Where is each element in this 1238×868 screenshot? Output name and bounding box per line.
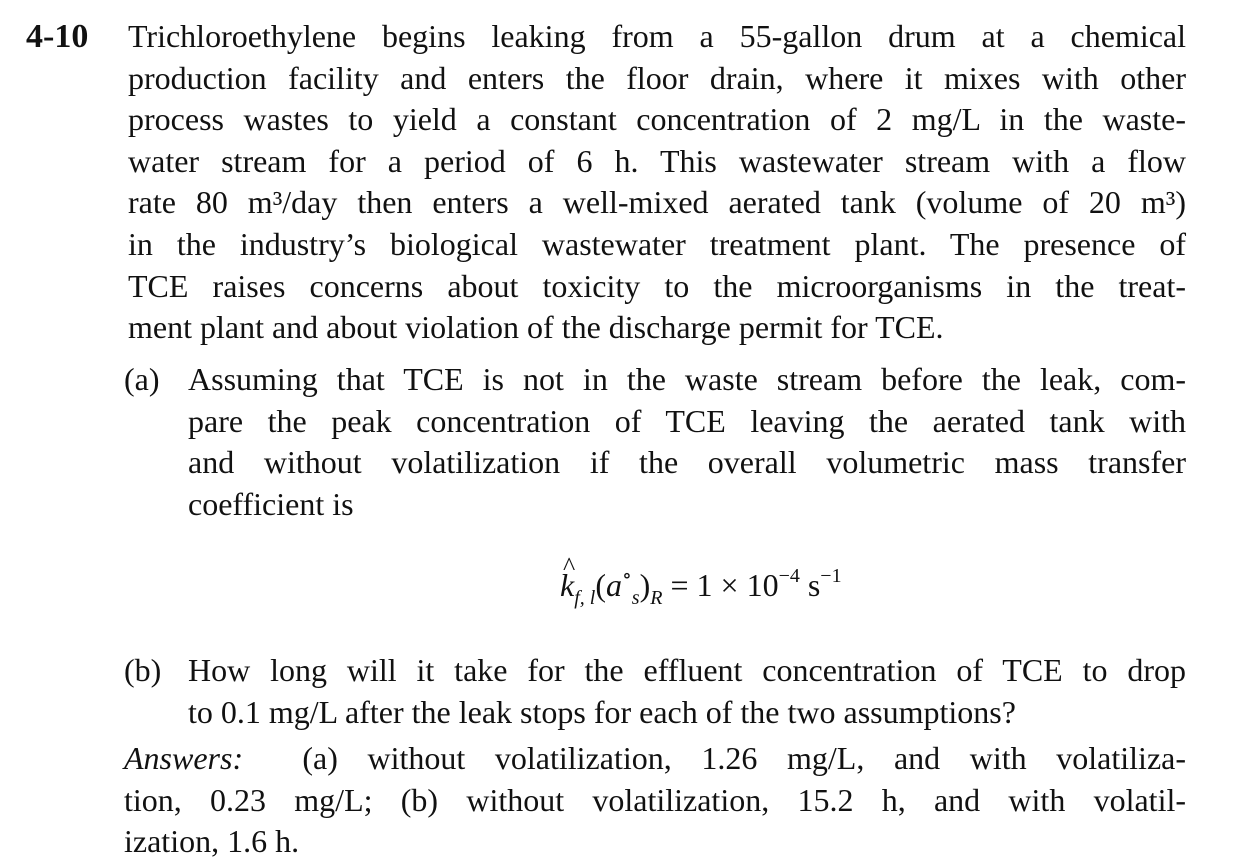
part-a-line: coefficient is bbox=[188, 485, 354, 522]
equation-r-subscript: R bbox=[650, 587, 663, 609]
statement-line: process wastes to yield a constant concentration of 2 mg/L in the waste- bbox=[128, 101, 1186, 138]
answers bbox=[124, 738, 1186, 863]
answers-line: tion, 0.23 mg/L; (b) without volatilization, 15.2 h, and with volatil- bbox=[124, 781, 1186, 818]
problem-number: 4-10 bbox=[26, 18, 89, 55]
part-a-label: (a) bbox=[124, 361, 160, 397]
part-b-label: (b) bbox=[124, 652, 162, 688]
equation-rhs: = 1 × 10 bbox=[670, 567, 779, 603]
part-b-line: to 0.1 mg/L after the leak stops for each of the two assumptions? bbox=[188, 693, 1016, 730]
equation-a: a bbox=[605, 567, 622, 603]
statement-line: rate 80 m³/day then enters a well-mixed aerated tank (volume of 20 m³) bbox=[128, 184, 1186, 221]
statement-line: ment plant and about violation of the discharge permit for TCE. bbox=[128, 309, 944, 346]
mass-transfer-equation: ^ $k_{f, l}(a^\circ_s)_R = 1 \times 10^{-4}$ $s^{-1}$ bbox=[560, 556, 842, 618]
equation-exponent: −4 bbox=[778, 565, 800, 587]
answers-line bbox=[124, 738, 1186, 780]
statement-line: in the industry’s biological wastewater treatment plant. The presence of bbox=[128, 225, 1186, 262]
part-a-line: and without volatilization if the overall volumetric mass transfer bbox=[188, 444, 1186, 481]
part-a-line: pare the peak concentration of TCE leaving the aerated tank with bbox=[188, 402, 1186, 439]
answers-text: (a) without volatilization, 1.26 mg/L, and with volatiliza- bbox=[302, 740, 1187, 776]
part-b-line: How long will it take for the effluent concentration of TCE to drop bbox=[188, 652, 1186, 688]
equation-unit: s bbox=[807, 567, 821, 603]
answers-line: ization, 1.6 h. bbox=[124, 823, 300, 860]
statement-line: production facility and enters the floor drain, where it mixes with other bbox=[128, 59, 1186, 96]
equation-unit-exponent: −1 bbox=[820, 565, 842, 587]
statement-line: Trichloroethylene begins leaking from a 55-gallon drum at a chemical bbox=[128, 18, 1186, 54]
part-b-text bbox=[188, 650, 1186, 733]
problem-statement bbox=[128, 16, 1186, 349]
statement-line: TCE raises concerns about toxicity to the microorganisms in the treat- bbox=[128, 267, 1186, 304]
equation-a-subscript: s bbox=[631, 587, 640, 609]
part-a-text bbox=[188, 359, 1186, 525]
statement-line: water stream for a period of 6 h. This wastewater stream with a flow bbox=[128, 142, 1186, 179]
equation-k-hat: ^ k bbox=[560, 565, 574, 605]
equation-k-subscript: f, l bbox=[574, 587, 596, 609]
part-a-line: Assuming that TCE is not in the waste stream before the leak, com- bbox=[188, 361, 1186, 397]
equation-a-superscript: ∘ bbox=[621, 565, 632, 587]
answers-label: Answers: bbox=[124, 740, 244, 776]
